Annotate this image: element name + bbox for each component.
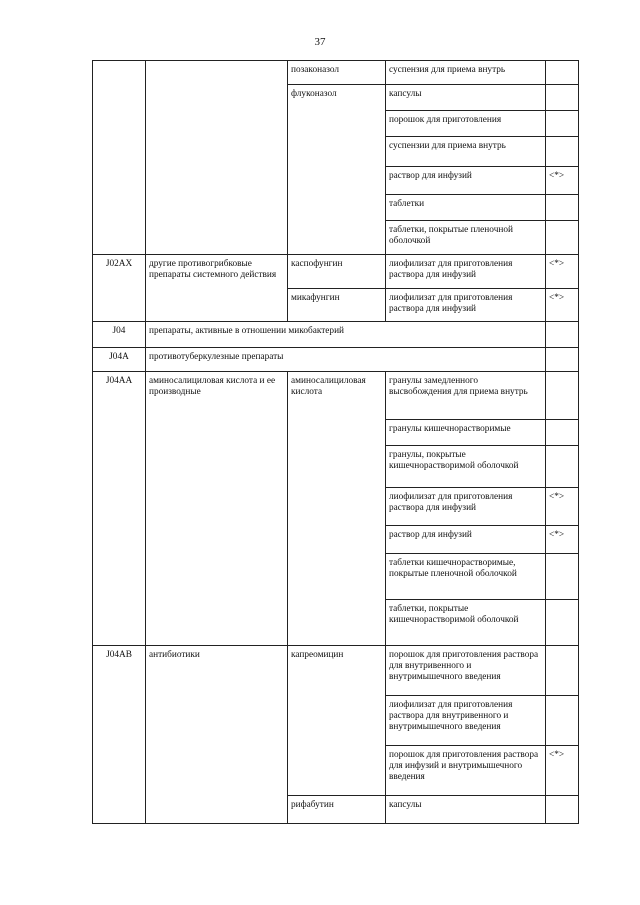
table-cell (546, 221, 579, 255)
table-cell: позаконазол (288, 61, 386, 85)
table-row (93, 322, 579, 348)
table-cell (546, 796, 579, 824)
table-cell: таблетки (386, 195, 546, 221)
table-cell: лиофилизат для приготовления раствора для внутривенного и внутримышечного введения (386, 696, 546, 746)
drug-table-body (93, 61, 579, 824)
table-cell (546, 420, 579, 446)
table-cell (93, 61, 146, 255)
table-cell (546, 348, 579, 372)
table-row (93, 255, 579, 289)
table-cell: лиофилизат для приготовления раствора для инфузий (386, 488, 546, 526)
table-cell (546, 372, 579, 420)
table-cell (546, 85, 579, 111)
table-cell: капсулы (386, 85, 546, 111)
table-cell: раствор для инфузий (386, 167, 546, 195)
table-cell: порошок для приготовления (386, 111, 546, 137)
table-cell: гранулы, покрытые кишечнорастворимой оболочкой (386, 446, 546, 488)
table-cell: порошок для приготовления раствора для инфузий и внутримышечного введения (386, 746, 546, 796)
table-cell: флуконазол (288, 85, 386, 255)
table-cell: лиофилизат для приготовления раствора для инфузий (386, 289, 546, 322)
table-cell: аминосалициловая кислота и ее производные (146, 372, 288, 646)
table-cell: таблетки кишечнорастворимые, покрытые пленочной оболочкой (386, 554, 546, 600)
table-cell (546, 696, 579, 746)
table-cell (546, 554, 579, 600)
drug-table (92, 60, 579, 824)
table-cell: суспензия для приема внутрь (386, 61, 546, 85)
table-cell: <*> (546, 746, 579, 796)
table-cell: микафунгин (288, 289, 386, 322)
table-cell (146, 61, 288, 255)
table-cell: <*> (546, 255, 579, 289)
table-cell: каспофунгин (288, 255, 386, 289)
table-cell: капреомицин (288, 646, 386, 796)
table-row (93, 348, 579, 372)
table-cell: <*> (546, 167, 579, 195)
table-cell (546, 61, 579, 85)
table-cell: другие противогрибковые препараты системного действия (146, 255, 288, 322)
table-cell: порошок для приготовления раствора для внутривенного и внутримышечного введения (386, 646, 546, 696)
table-row (93, 646, 579, 696)
table-cell (546, 446, 579, 488)
table-cell: таблетки, покрытые кишечнорастворимой оболочкой (386, 600, 546, 646)
table-row (93, 61, 579, 85)
table-cell: J04 (93, 322, 146, 348)
table-cell (546, 322, 579, 348)
table-cell: J04AA (93, 372, 146, 646)
table-cell: гранулы кишечнорастворимые (386, 420, 546, 446)
table-cell (546, 600, 579, 646)
table-cell: капсулы (386, 796, 546, 824)
page-number: 37 (314, 36, 326, 48)
table-cell: J04AB (93, 646, 146, 824)
table-row (93, 372, 579, 420)
table-cell: J04A (93, 348, 146, 372)
table-cell (546, 195, 579, 221)
table-cell: суспензии для приема внутрь (386, 137, 546, 167)
table-cell: лиофилизат для приготовления раствора для инфузий (386, 255, 546, 289)
table-cell: гранулы замедленного высвобождения для приема внутрь (386, 372, 546, 420)
table-cell: раствор для инфузий (386, 526, 546, 554)
table-cell: антибиотики (146, 646, 288, 824)
table-cell: <*> (546, 526, 579, 554)
table-cell: J02AX (93, 255, 146, 322)
table-cell (546, 646, 579, 696)
table-cell: таблетки, покрытые пленочной оболочкой (386, 221, 546, 255)
table-cell: аминосалициловая кислота (288, 372, 386, 646)
table-cell: рифабутин (288, 796, 386, 824)
table-cell: <*> (546, 289, 579, 322)
table-cell: препараты, активные в отношении микобактерий (146, 322, 546, 348)
table-cell (546, 137, 579, 167)
table-cell: противотуберкулезные препараты (146, 348, 546, 372)
table-cell: <*> (546, 488, 579, 526)
table-cell (546, 111, 579, 137)
